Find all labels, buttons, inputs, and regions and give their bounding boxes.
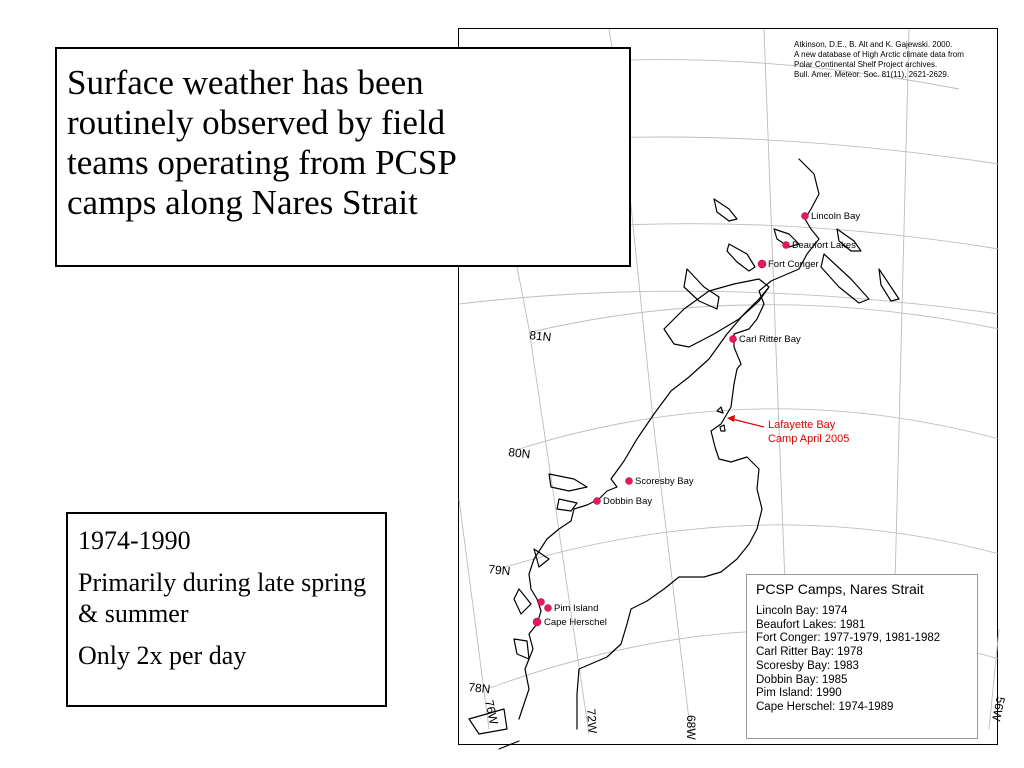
latitude-labels [468, 328, 552, 696]
citation-line: A new database of High Arctic climate data from [794, 50, 964, 59]
citation-line: Polar Continental Shelf Project archives. [794, 60, 938, 69]
fact-season: Primarily during late spring & summer [78, 568, 367, 628]
legend-title: PCSP Camps, Nares Strait [756, 581, 924, 597]
camp-dot-carl-ritter-bay [730, 336, 737, 343]
camp-dot-fort-conger [758, 260, 766, 268]
fact-frequency: Only 2x per day [78, 641, 247, 670]
title-line: Surface weather has been [67, 63, 424, 102]
camp-label-dobbin-bay: Dobbin Bay [603, 496, 653, 507]
legend-item: Lincoln Bay: 1974 [756, 605, 848, 617]
legend-item: Scoresby Bay: 1983 [756, 659, 859, 672]
legend-item: Cape Herschel: 1974-1989 [756, 700, 894, 713]
callout-arrow-line [732, 419, 764, 427]
title-text-box [55, 47, 631, 267]
lafayette-label-line1: Lafayette Bay [768, 419, 836, 431]
camps-legend [746, 574, 978, 739]
legend-item: Beaufort Lakes: 1981 [756, 618, 866, 631]
title-line: routinely observed by field [67, 103, 446, 142]
lon-label-56w: 56W [988, 695, 1008, 723]
fact-years: 1974-1990 [78, 526, 191, 555]
lon-label-72w: 72W [584, 708, 600, 734]
camp-label-lincoln-bay: Lincoln Bay [811, 211, 861, 222]
citation-line: Atkinson, D.E., B. Alt and K. Gajewski. 2000. [794, 40, 953, 49]
camp-dot-beaufort-lakes [783, 242, 790, 249]
map-citation [794, 40, 994, 80]
camp-label-fort-conger: Fort Conger [768, 259, 819, 270]
lat-label-80: 80N [507, 445, 532, 462]
legend-item: Fort Conger: 1977-1979, 1981-1982 [756, 632, 941, 645]
legend-item: Pim Island: 1990 [756, 687, 842, 700]
camp-label-cape-herschel: Cape Herschel [544, 617, 607, 628]
camp-dot-cape-herschel [533, 618, 541, 626]
lon-label-76w: 76W [482, 698, 501, 726]
lat-label-79: 79N [487, 562, 512, 579]
title-line: camps along Nares Strait [67, 183, 418, 222]
callout-arrow-head [727, 415, 735, 422]
camp-dot-pim-island [538, 599, 545, 606]
camp-label-carl-ritter-bay: Carl Ritter Bay [739, 334, 801, 345]
camp-dot-pim-island-2 [545, 605, 552, 612]
lafayette-bay-callout [727, 415, 849, 445]
legend-item: Dobbin Bay: 1985 [756, 673, 848, 686]
camp-label-beaufort-lakes: Beaufort Lakes [792, 240, 856, 251]
camp-dot-dobbin-bay [594, 498, 601, 505]
camp-dot-lincoln-bay [802, 213, 809, 220]
citation-line: Bull. Amer. Meteor. Soc. 81(11), 2621-2629. [794, 70, 950, 79]
camp-label-pim-island: Pim Island [554, 603, 599, 614]
facts-text-box [66, 512, 387, 707]
camp-dot-scoresby-bay [626, 478, 633, 485]
title-line: teams operating from PCSP [67, 143, 457, 182]
lat-label-78: 78N [467, 680, 492, 697]
legend-item: Carl Ritter Bay: 1978 [756, 646, 863, 659]
camp-label-scoresby-bay: Scoresby Bay [635, 476, 694, 487]
lafayette-label-line2: Camp April 2005 [768, 433, 850, 445]
lat-label-81: 81N [528, 328, 553, 345]
lon-label-68w: 68W [684, 715, 698, 740]
